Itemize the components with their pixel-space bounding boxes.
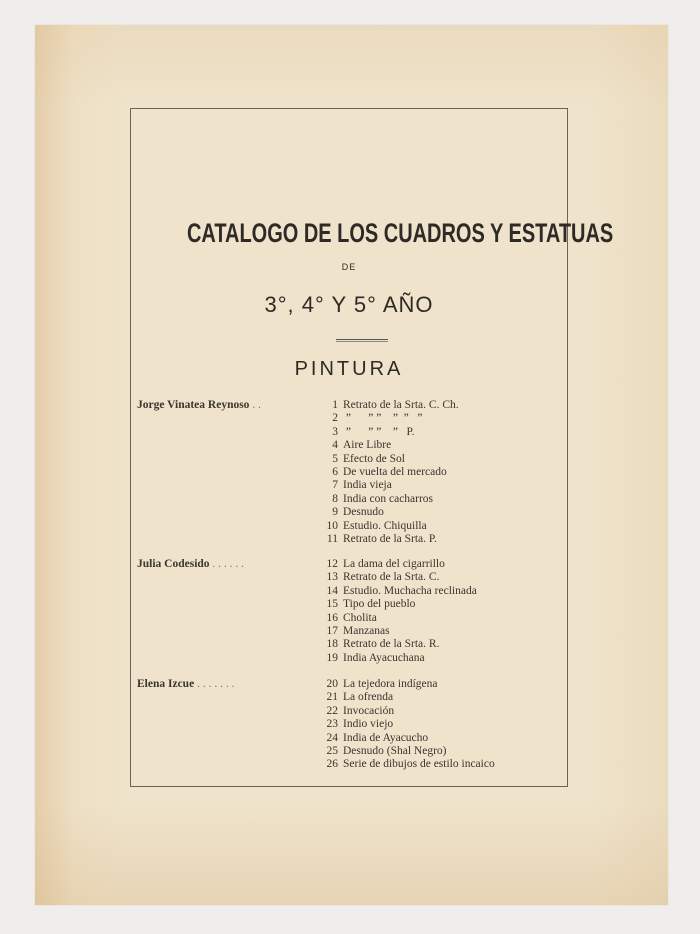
catalog-entry — [137, 506, 557, 519]
catalog-entry — [137, 439, 557, 452]
work-title: India vieja — [343, 479, 392, 492]
work-number: 17 — [326, 625, 338, 637]
catalog-entry — [137, 625, 557, 638]
work-title: India Ayacuchana — [343, 651, 425, 664]
work-title: Retrato de la Srta. C. — [343, 571, 440, 584]
work-number: 9 — [332, 506, 338, 519]
catalog-entry — [137, 466, 557, 479]
work-title: Desnudo — [343, 506, 384, 519]
work-title: ” ” ” ” ” ” — [343, 412, 423, 425]
work-number: 14 — [326, 584, 338, 597]
catalog-entry — [137, 612, 557, 625]
catalog-entry — [137, 585, 557, 598]
work-number: 23 — [326, 718, 338, 731]
work-title: ” ” ” ” P. — [343, 425, 415, 438]
work-title: Cholita — [343, 611, 377, 624]
catalog-entry — [137, 652, 557, 665]
work-number: 6 — [332, 466, 338, 478]
catalog-entry — [137, 705, 557, 718]
work-number: 5 — [332, 452, 338, 465]
work-title: Indio viejo — [343, 718, 394, 731]
work-number: 12 — [326, 558, 338, 570]
work-number: 19 — [326, 651, 338, 664]
catalog-entry — [137, 399, 557, 412]
work-number: 22 — [326, 704, 338, 717]
work-title: Estudio. Muchacha reclinada — [343, 584, 477, 597]
artist-name: Elena Izcue . . . . . . . — [137, 678, 235, 690]
catalog-entry — [137, 520, 557, 533]
artist-name: Julia Codesido . . . . . . — [137, 558, 245, 570]
catalog-entry — [137, 479, 557, 492]
dot-leader: . . — [249, 399, 261, 411]
work-number: 25 — [326, 745, 338, 757]
catalog-entry — [137, 638, 557, 651]
work-title: Manzanas — [343, 625, 390, 637]
catalog-entry — [137, 691, 557, 704]
divider-rule — [336, 339, 388, 342]
catalog-entry — [137, 412, 557, 425]
work-number: 7 — [332, 479, 338, 492]
work-title: La tejedora indígena — [343, 678, 438, 690]
work-number: 18 — [326, 638, 338, 651]
catalog-entry — [137, 758, 557, 771]
work-title: Invocación — [343, 704, 395, 717]
work-title: Desnudo (Shal Negro) — [343, 745, 447, 757]
catalog-entry — [137, 598, 557, 611]
work-number: 20 — [326, 678, 338, 690]
work-title: India con cacharros — [343, 492, 434, 505]
catalog-entry — [137, 571, 557, 584]
work-number: 16 — [326, 611, 338, 624]
work-title: La ofrenda — [343, 691, 394, 704]
work-title: Efecto de Sol — [343, 452, 405, 465]
work-title: Aire Libre — [343, 439, 392, 452]
work-title: India de Ayacucho — [343, 731, 429, 744]
years-heading: 3°, 4° Y 5° AÑO — [264, 292, 434, 317]
work-number: 1 — [332, 399, 338, 411]
catalog-entry — [137, 493, 557, 506]
work-number: 2 — [332, 412, 338, 425]
catalog-entry — [137, 533, 557, 546]
work-title: Retrato de la Srta. C. Ch. — [343, 399, 459, 411]
catalog-entry — [137, 426, 557, 439]
work-number: 15 — [326, 598, 338, 611]
work-number: 8 — [332, 492, 338, 505]
work-title: De vuelta del mercado — [343, 466, 447, 478]
section-heading: PINTURA — [294, 358, 404, 380]
work-title: Tipo del pueblo — [343, 598, 416, 611]
work-number: 21 — [326, 691, 338, 704]
work-number: 4 — [332, 439, 338, 452]
catalog-entry — [137, 745, 557, 758]
dot-leader: . . . . . . . — [194, 678, 235, 690]
catalog-entry — [137, 453, 557, 466]
catalog-entry — [137, 558, 557, 571]
dot-leader: . . . . . . — [209, 558, 245, 570]
work-title: Serie de dibujos de estilo incaico — [343, 758, 495, 771]
work-number: 24 — [326, 731, 338, 744]
work-number: 10 — [326, 519, 338, 532]
work-title: Estudio. Chiquilla — [343, 519, 427, 532]
work-title: Retrato de la Srta. P. — [343, 533, 437, 545]
work-title: Retrato de la Srta. R. — [343, 638, 440, 651]
catalog-entry — [137, 718, 557, 731]
artist-name: Jorge Vinatea Reynoso . . — [137, 399, 261, 411]
title-connector: DE — [341, 262, 357, 272]
work-number: 11 — [326, 533, 338, 545]
catalog-title: CATALOGO DE LOS CUADROS Y ESTATUAS — [186, 218, 614, 248]
work-title: La dama del cigarrillo — [343, 558, 445, 570]
catalog-entry — [137, 732, 557, 745]
catalog-entry — [137, 678, 557, 691]
work-number: 26 — [326, 758, 338, 771]
work-number: 13 — [326, 571, 338, 584]
work-number: 3 — [332, 425, 338, 438]
